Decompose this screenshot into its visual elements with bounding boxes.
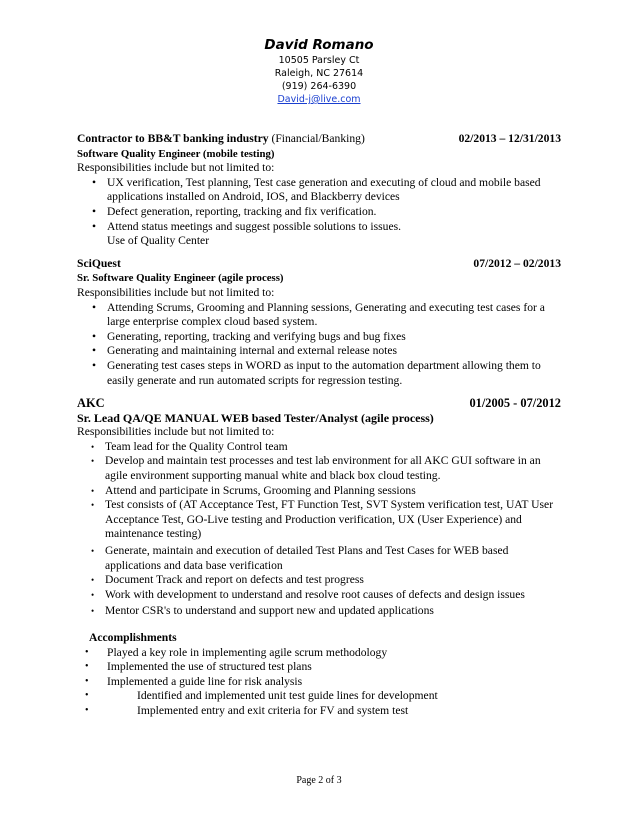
company-name: Contractor to BB&T banking industry <box>77 132 269 145</box>
job-dates: 07/2012 – 02/2013 <box>473 256 561 270</box>
company-name: AKC <box>77 396 105 411</box>
email-link[interactable]: David-j@live.com <box>277 94 361 105</box>
job-dates: 01/2005 - 07/2012 <box>469 396 561 411</box>
list-item: • Implemented a guide line for risk analysis <box>89 675 565 690</box>
list-item: • Played a key role in implementing agile scrum methodology <box>89 646 565 661</box>
accomplishments-list <box>89 646 565 719</box>
job-entry-sciquest <box>77 257 565 388</box>
list-item: • Implemented entry and exit criteria for FV and system test <box>89 704 565 719</box>
list-item: • Work with development to understand and resolve root causes of defects and design issues <box>77 588 565 603</box>
list-item: • Defect generation, reporting, tracking and fix verification. <box>77 205 565 220</box>
candidate-name: David Romano <box>264 37 374 53</box>
accomplishments-section <box>77 631 565 719</box>
company-name: SciQuest <box>77 256 121 270</box>
list-item: • Implemented the use of structured test plans <box>89 660 565 675</box>
list-item: • Generating test cases steps in WORD as input to the automation department allowing them to easily generate and run automated scripts for regression testing. <box>77 359 565 388</box>
job-dates: 02/2013 – 12/31/2013 <box>458 132 561 145</box>
responsibilities-intro: Responsibilities include but not limited to: <box>77 285 275 299</box>
experience-section <box>77 132 565 719</box>
list-item: • Identified and implemented unit test guide lines for development <box>89 689 565 704</box>
responsibilities-list <box>77 176 565 234</box>
job-title: Sr. Software Quality Engineer (agile process) <box>77 272 284 285</box>
phone-number: (919) 264-6390 <box>281 81 357 92</box>
page-number: Page 2 of 3 <box>296 775 342 786</box>
job-header <box>77 132 565 147</box>
job-header <box>77 396 565 411</box>
list-item: • Attend and participate in Scrums, Grooming and Planning sessions <box>77 484 565 499</box>
job-header <box>77 257 565 272</box>
responsibilities-intro: Responsibilities include but not limited to: <box>77 425 275 439</box>
list-item: • Generate, maintain and execution of detailed Test Plans and Test Cases for WEB based applications and data base verification <box>77 544 565 573</box>
responsibilities-intro: Responsibilities include but not limited to: <box>77 161 275 175</box>
company-note: (Financial/Banking) <box>271 132 365 145</box>
city-state-zip: Raleigh, NC 27614 <box>274 68 364 79</box>
contact-header <box>0 36 638 106</box>
list-item: • Attending Scrums, Grooming and Planning sessions, Generating and executing test cases for a large enterprise complex cloud based system. <box>77 301 565 330</box>
job-entry-akc <box>77 396 565 718</box>
responsibilities-list <box>77 440 565 619</box>
list-item: • Develop and maintain test processes and test lab environment for all AKC GUI software in an agile environment supporting manual white and black box cloud testing. <box>77 454 565 483</box>
job-entry-bbt <box>77 132 565 249</box>
tools-note: Use of Quality Center <box>107 234 210 248</box>
list-item: • Test consists of (AT Acceptance Test, FT Function Test, SVT System verification test, UAT User Acceptance Test, GO-Live testing and Production verification, UX (User Experience) and maintenance testing) <box>77 498 565 542</box>
list-item: • Document Track and report on defects and test progress <box>77 573 565 588</box>
list-item: • Attend status meetings and suggest possible solutions to issues. <box>77 220 565 235</box>
street-address: 10505 Parsley Ct <box>278 55 360 66</box>
list-item: • Team lead for the Quality Control team <box>77 440 565 455</box>
list-item: • UX verification, Test planning, Test case generation and executing of cloud and mobile based applications installed on Android, IOS, and Blackberry devices <box>77 176 565 205</box>
responsibilities-list <box>77 301 565 389</box>
list-item: • Generating and maintaining internal and external release notes <box>77 344 565 359</box>
job-title: Software Quality Engineer (mobile testing) <box>77 147 275 160</box>
list-item: • Mentor CSR's to understand and support new and updated applications <box>77 604 565 619</box>
list-item: • Generating, reporting, tracking and verifying bugs and bug fixes <box>77 330 565 345</box>
job-title: Sr. Lead QA/QE MANUAL WEB based Tester/Analyst (agile process) <box>77 410 434 425</box>
accomplishments-heading: Accomplishments <box>89 631 177 644</box>
